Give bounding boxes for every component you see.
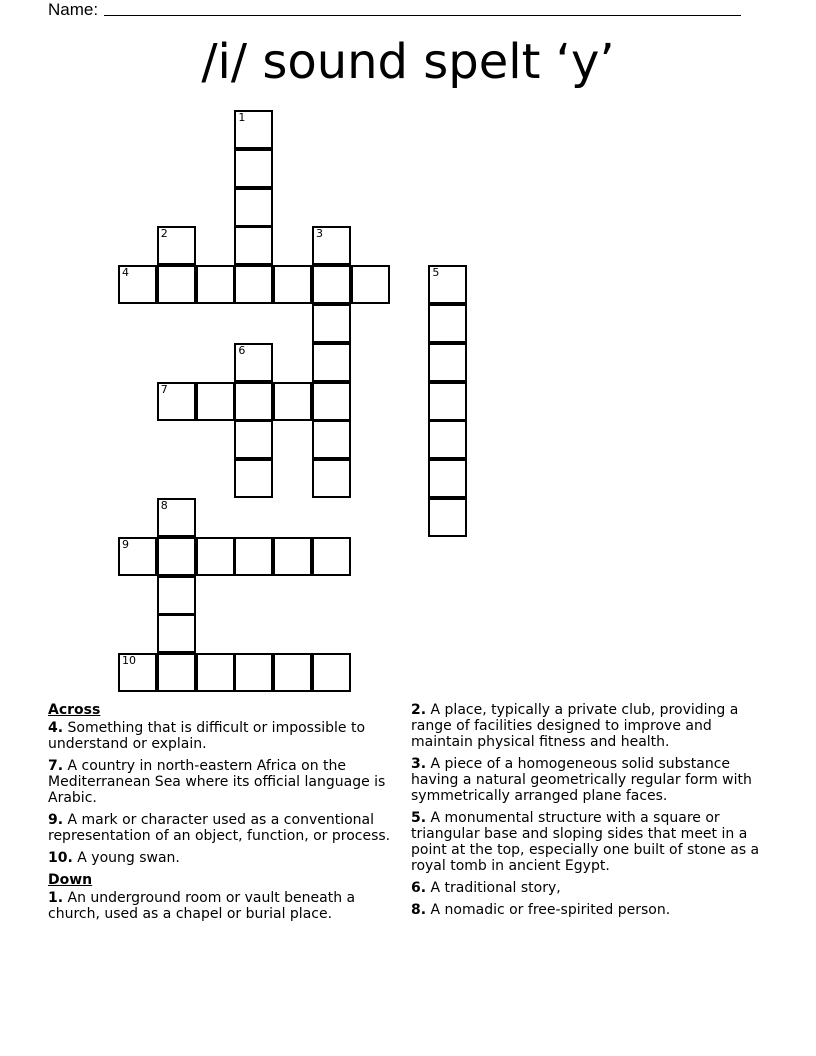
clue-item xyxy=(411,880,773,896)
crossword-cell[interactable] xyxy=(428,498,467,537)
clue-number: 6. xyxy=(411,880,427,896)
crossword-cell[interactable] xyxy=(234,265,273,304)
crossword-cell[interactable] xyxy=(196,382,235,421)
clue-number: 1. xyxy=(48,890,64,906)
crossword-cell[interactable] xyxy=(312,226,351,265)
clue-number: 2. xyxy=(411,702,427,718)
crossword-cell[interactable] xyxy=(118,265,157,304)
crossword-cell[interactable] xyxy=(234,459,273,498)
crossword-cell[interactable] xyxy=(234,343,273,382)
crossword-cell[interactable] xyxy=(234,110,273,149)
name-label: Name: xyxy=(48,0,99,19)
clue-item xyxy=(48,720,403,752)
clue-item xyxy=(411,902,773,918)
crossword-cell[interactable] xyxy=(428,382,467,421)
page-title: /i/ sound spelt ‘y’ xyxy=(201,34,615,90)
clue-number: 9. xyxy=(48,812,64,828)
clue-number-label: 8 xyxy=(160,499,168,512)
crossword-cell[interactable] xyxy=(312,653,351,692)
clue-item xyxy=(48,758,403,806)
clue-item xyxy=(48,890,403,922)
clue-number: 7. xyxy=(48,758,64,774)
clue-number: 8. xyxy=(411,902,427,918)
clue-text: An underground room or vault beneath a church, used as a chapel or burial place. xyxy=(48,890,356,922)
crossword-cell[interactable] xyxy=(157,576,196,615)
crossword-cell[interactable] xyxy=(157,498,196,537)
crossword-cell[interactable] xyxy=(157,653,196,692)
clue-text: A mark or character used as a conventional representation of an object, function, or process. xyxy=(48,812,391,844)
clue-item xyxy=(411,756,773,804)
crossword-cell[interactable] xyxy=(196,653,235,692)
clue-text: A piece of a homogeneous solid substance having a natural geometrically regular form with symmetrically arranged plane faces. xyxy=(411,756,752,804)
clue-number-label: 10 xyxy=(122,654,136,668)
clue-number-label: 5 xyxy=(432,266,440,280)
clue-number-label: 6 xyxy=(238,343,246,357)
crossword-cell[interactable] xyxy=(157,537,196,576)
clue-text: A place, typically a private club, providing a range of facilities designed to improve and maintain physical fitness and health. xyxy=(411,702,739,750)
crossword-cell[interactable] xyxy=(234,537,273,576)
crossword-cell[interactable] xyxy=(157,265,196,304)
crossword-cell[interactable] xyxy=(351,265,390,304)
crossword-cell[interactable] xyxy=(312,537,351,576)
crossword-cell[interactable] xyxy=(118,653,157,692)
crossword-cell[interactable] xyxy=(273,653,312,692)
crossword-cell[interactable] xyxy=(234,226,273,265)
crossword-cell[interactable] xyxy=(428,304,467,343)
crossword-cell[interactable] xyxy=(118,537,157,576)
clue-number: 10. xyxy=(48,850,73,866)
clue-text: A nomadic or free-spirited person. xyxy=(426,902,671,918)
crossword-cell[interactable] xyxy=(312,382,351,421)
across-heading: Across xyxy=(48,702,101,718)
clue-number-label: 1 xyxy=(238,111,246,124)
clue-number-label: 2 xyxy=(160,227,168,241)
crossword-cell[interactable] xyxy=(234,420,273,459)
crossword-cell[interactable] xyxy=(428,459,467,498)
clue-text: A traditional story, xyxy=(426,880,561,896)
clue-number-label: 7 xyxy=(160,382,168,396)
clue-item xyxy=(48,850,403,866)
clue-number-label: 4 xyxy=(122,266,129,280)
crossword-cell[interactable] xyxy=(428,343,467,382)
crossword-cell[interactable] xyxy=(273,537,312,576)
crossword-cell[interactable] xyxy=(234,149,273,188)
clue-number: 4. xyxy=(48,720,64,736)
across-clue-list xyxy=(48,720,403,866)
clue-number-label: 9 xyxy=(122,537,129,551)
clue-number: 3. xyxy=(411,756,427,772)
crossword-cell[interactable] xyxy=(234,382,273,421)
crossword-cell[interactable] xyxy=(428,420,467,459)
clue-text: A monumental structure with a square or triangular base and sloping sides that meet in a point at the top, especially one built of stone as a royal tomb in ancient Egypt. xyxy=(411,810,760,874)
clue-text: Something that is difficult or impossible to understand or explain. xyxy=(48,720,366,752)
crossword-cell[interactable] xyxy=(196,265,235,304)
crossword-cell[interactable] xyxy=(157,382,196,421)
clue-item xyxy=(411,702,773,750)
clue-item xyxy=(411,810,773,874)
clues-left-column xyxy=(48,702,403,928)
clue-number: 5. xyxy=(411,810,427,826)
crossword-cell[interactable] xyxy=(234,188,273,227)
clue-text: A country in north-eastern Africa on the Mediterranean Sea where its official language is Arabic. xyxy=(48,758,386,806)
crossword-cell[interactable] xyxy=(157,614,196,653)
crossword-cell[interactable] xyxy=(157,226,196,265)
crossword-cell[interactable] xyxy=(312,343,351,382)
clues-right-column xyxy=(411,702,773,924)
down-clue-list-continued xyxy=(411,702,773,918)
crossword-cell[interactable] xyxy=(312,420,351,459)
crossword-cell[interactable] xyxy=(312,459,351,498)
crossword-cell[interactable] xyxy=(196,537,235,576)
crossword-cell[interactable] xyxy=(234,653,273,692)
crossword-cell[interactable] xyxy=(273,382,312,421)
crossword-cell[interactable] xyxy=(273,265,312,304)
down-clue-list xyxy=(48,890,403,922)
crossword-cell[interactable] xyxy=(312,265,351,304)
down-heading: Down xyxy=(48,872,93,888)
clue-number-label: 3 xyxy=(316,227,323,241)
crossword-cell[interactable] xyxy=(312,304,351,343)
clue-text: A young swan. xyxy=(72,850,180,866)
crossword-cell[interactable] xyxy=(428,265,467,304)
clue-item xyxy=(48,812,403,844)
